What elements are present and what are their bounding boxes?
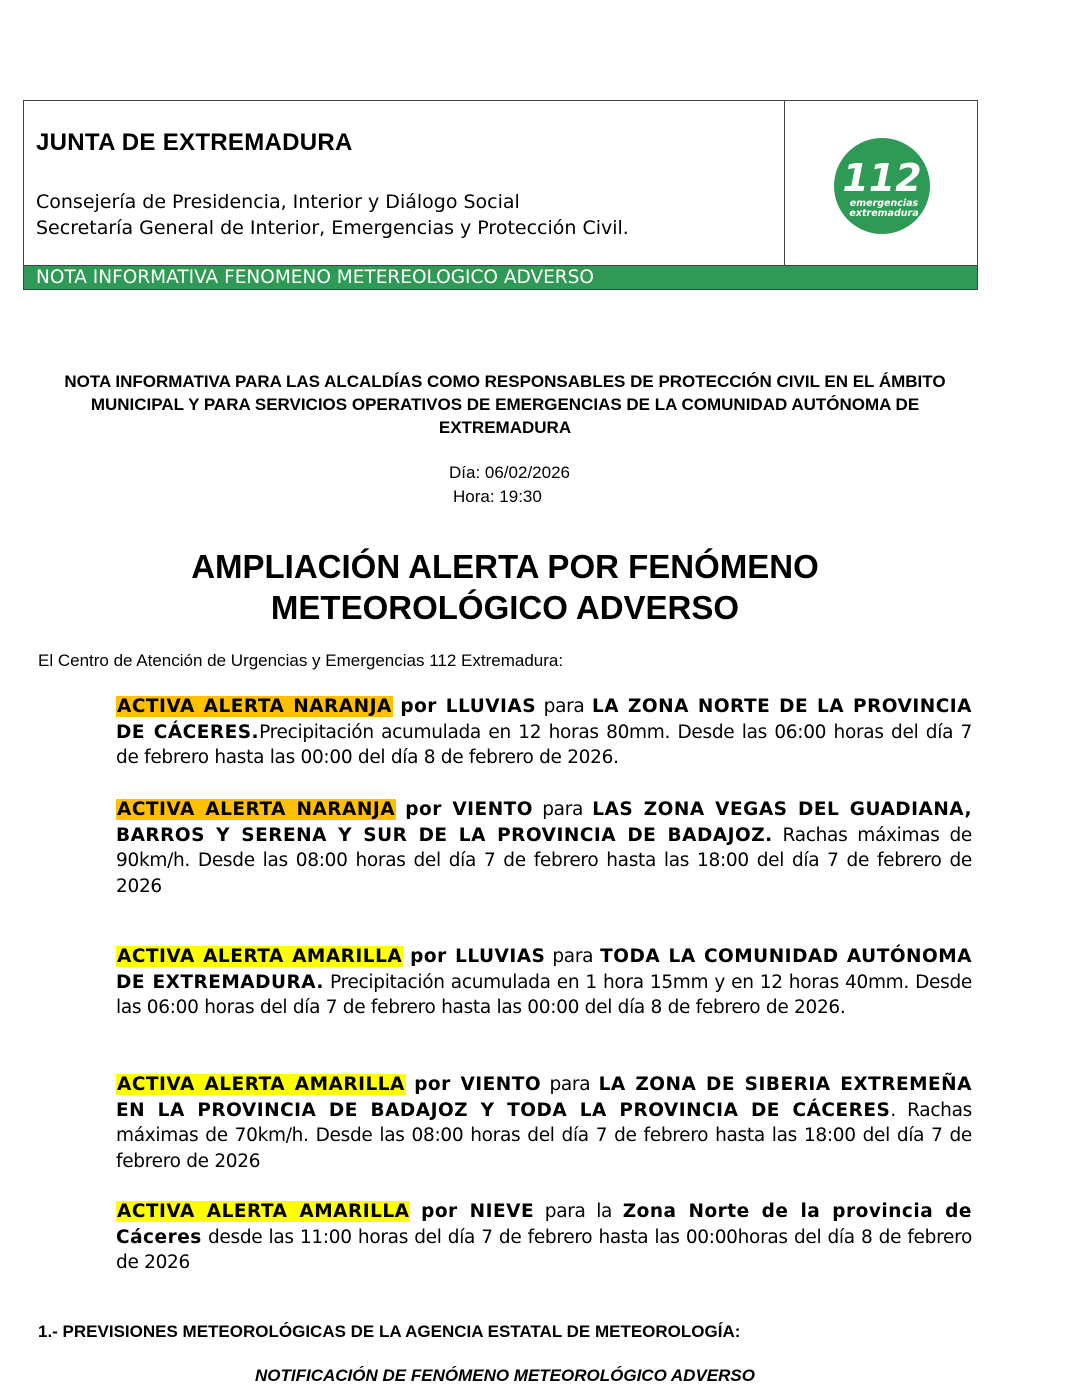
alert-para: para <box>542 799 584 820</box>
department-line-1: Consejería de Presidencia, Interior y Diálogo Social <box>36 191 520 213</box>
alert-phenomenon: por NIEVE <box>421 1201 535 1222</box>
document-header <box>23 100 978 290</box>
centro-intro: El Centro de Atención de Urgencias y Emergencias 112 Extremadura: <box>38 651 564 670</box>
emergencias-112-logo <box>834 138 930 234</box>
date-block <box>449 461 570 509</box>
header-text-cell <box>24 101 785 265</box>
section-heading: 1.- PREVISIONES METEOROLÓGICAS DE LA AGENCIA ESTATAL DE METEOROLOGÍA: <box>38 1322 741 1341</box>
alert-details: . Rachas máximas de 70km/h. Desde las 08:00 horas del día 7 de febrero hasta las 18:00 del día 7 de febrero de 2026 <box>116 1099 972 1172</box>
header-banner: NOTA INFORMATIVA FENOMENO METEREOLOGICO ADVERSO <box>24 265 977 289</box>
alert-paragraph <box>116 797 972 899</box>
alert-zone: LA ZONA DE SIBERIA EXTREMEÑA EN LA PROVINCIA DE BADAJOZ Y TODA LA PROVINCIA DE CÁCERES <box>116 1074 972 1121</box>
alert-zone: TODA LA COMUNIDAD AUTÓNOMA DE EXTREMADURA. <box>116 946 972 993</box>
alert-details: desde las 11:00 horas del día 7 de febrero hasta las 00:00horas del día 8 de febrero de 2026 <box>116 1226 972 1273</box>
logo-line-2: extremadura <box>849 208 919 219</box>
alert-para: para <box>543 696 585 717</box>
alert-phenomenon: por LLUVIAS <box>410 946 546 967</box>
alert-paragraph <box>116 1072 972 1174</box>
alert-level-badge: ACTIVA ALERTA NARANJA <box>117 696 392 717</box>
alert-level-badge: ACTIVA ALERTA AMARILLA <box>117 1201 410 1222</box>
alert-level-badge: ACTIVA ALERTA AMARILLA <box>117 1074 405 1095</box>
date-hour: Hora: 19:30 <box>453 487 542 506</box>
alert-phenomenon: por VIENTO <box>414 1074 542 1095</box>
alert-para: para <box>549 1074 591 1095</box>
alert-zone: LA ZONA NORTE DE LA PROVINCIA DE CÁCERES. <box>116 696 973 743</box>
alert-phenomenon: por VIENTO <box>405 799 534 820</box>
alert-paragraph <box>116 694 972 771</box>
alert-zone: LAS ZONA VEGAS DEL GUADIANA, BARROS Y SERENA Y SUR DE LA PROVINCIA DE BADAJOZ. <box>116 799 972 846</box>
notification-title: NOTIFICACIÓN DE FENÓMENO METEOROLÓGICO ADVERSO <box>255 1366 755 1385</box>
intro-title: NOTA INFORMATIVA PARA LAS ALCALDÍAS COMO RESPONSABLES DE PROTECCIÓN CIVIL EN EL ÁMBITO MUNICIPAL Y PARA SERVICIOS OPERATIVOS DE EMERGENCIAS DE LA COMUNIDAD AUTÓNOMA DE EXTREMADURA <box>64 372 946 437</box>
date-day: Día: 06/02/2026 <box>449 463 570 482</box>
org-title: JUNTA DE EXTREMADURA <box>36 129 353 156</box>
alert-paragraph <box>116 1199 972 1276</box>
logo-number: 112 <box>842 156 922 200</box>
department-line-2: Secretaría General de Interior, Emergencias y Protección Civil. <box>36 217 629 239</box>
logo-line-1: emergencias <box>849 198 919 209</box>
alert-level-badge: ACTIVA ALERTA NARANJA <box>117 799 396 820</box>
alert-level-badge: ACTIVA ALERTA AMARILLA <box>117 946 403 967</box>
alert-paragraph <box>116 944 972 1021</box>
alert-details: Precipitación acumulada en 12 horas 80mm. Desde las 06:00 horas del día 7 de febrero hasta las 00:00 del día 8 de febrero de 2026. <box>116 721 972 768</box>
main-title: AMPLIACIÓN ALERTA POR FENÓMENO METEOROLÓGICO ADVERSO <box>191 548 819 626</box>
alert-para: para <box>552 946 594 967</box>
alert-para: para la <box>544 1201 613 1222</box>
alert-details: Rachas máximas de 90km/h. Desde las 08:00 horas del día 7 de febrero hasta las 18:00 del día 7 de febrero de 2026 <box>116 824 972 897</box>
alert-zone: Zona Norte de la provincia de Cáceres <box>116 1201 972 1248</box>
alert-phenomenon: por LLUVIAS <box>400 696 537 717</box>
alert-details: Precipitación acumulada en 1 hora 15mm y en 12 horas 40mm. Desde las 06:00 horas del día 7 de febrero hasta las 00:00 del día 8 de febrero de 2026. <box>116 971 972 1018</box>
header-logo-cell <box>784 101 977 265</box>
